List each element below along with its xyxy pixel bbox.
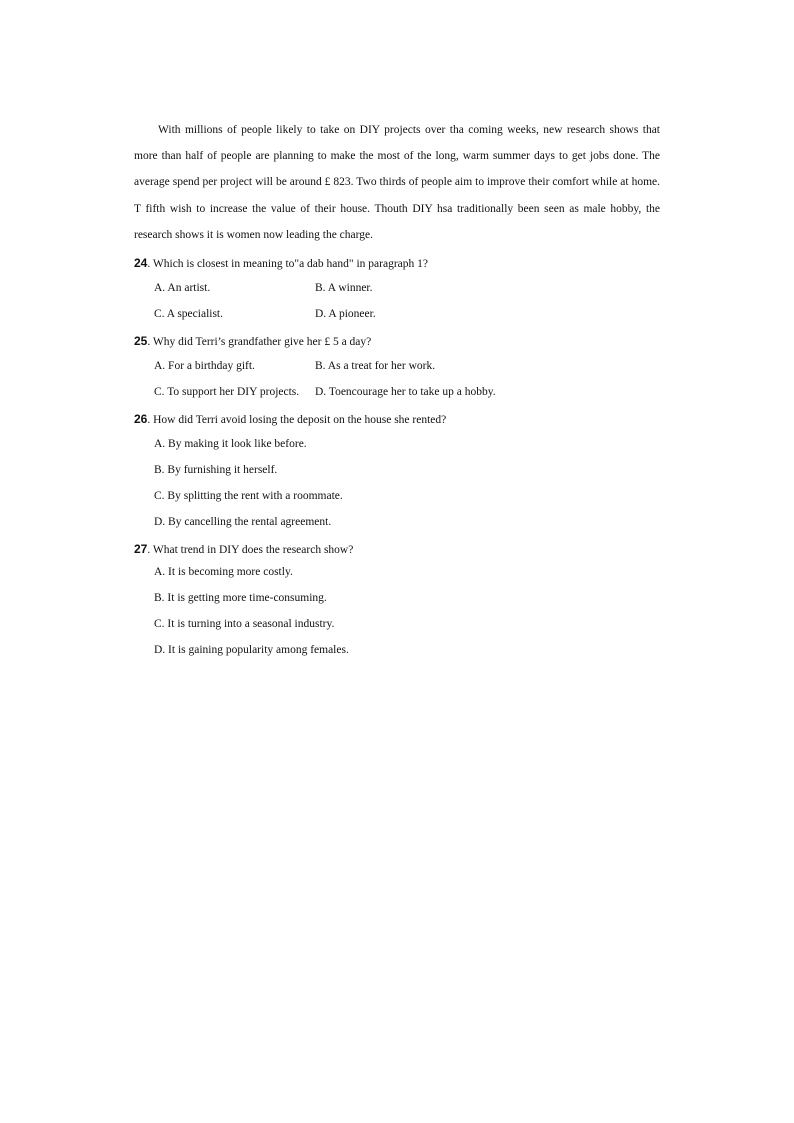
option-a: A. An artist. — [154, 282, 211, 294]
option-a: A. It is becoming more costly. — [154, 566, 293, 578]
option-d: D. It is gaining popularity among females. — [154, 644, 349, 656]
option-b: B. It is getting more time-consuming. — [154, 592, 327, 604]
option-c: C. By splitting the rent with a roommate. — [154, 490, 343, 502]
question-number: 25 — [134, 334, 148, 348]
question-text: . Which is closest in meaning to"a dab hand" in paragraph 1? — [147, 258, 428, 270]
question-number: 24 — [134, 256, 148, 270]
question-26 — [134, 412, 446, 426]
question-24 — [134, 256, 428, 270]
option-b: B. As a treat for her work. — [315, 360, 436, 372]
question-text: . What trend in DIY does the research show? — [147, 544, 354, 556]
option-c: C. A specialist. — [154, 308, 223, 320]
option-a: A. By making it look like before. — [154, 438, 307, 450]
option-b: B. By furnishing it herself. — [154, 464, 278, 476]
question-text: . Why did Terri’s grandfather give her £ 5 a day? — [147, 336, 372, 348]
question-number: 27 — [134, 542, 148, 556]
reading-passage: With millions of people likely to take on DIY projects over tha coming weeks, new research shows that more than half of people are planning to make the most of the long, warm summer days to get jobs done. The average spend per project will be around £ 823. Two thirds of people aim to improve their comfort while at home. T fifth wish to increase the value of their house. Thouth DIY hsa traditionally been seen as male hobby, the research shows it is women now leading the charge. — [134, 124, 660, 241]
option-b: B. A winner. — [315, 282, 373, 294]
option-d: D. Toencourage her to take up a hobby. — [315, 386, 496, 398]
question-number: 26 — [134, 412, 148, 426]
question-25 — [134, 334, 371, 348]
option-d: D. By cancelling the rental agreement. — [154, 516, 332, 528]
option-d: D. A pioneer. — [315, 308, 376, 320]
option-a: A. For a birthday gift. — [154, 360, 255, 372]
question-text: . How did Terri avoid losing the deposit on the house she rented? — [147, 414, 447, 426]
option-c: C. It is turning into a seasonal industry. — [154, 618, 335, 630]
option-c: C. To support her DIY projects. — [154, 386, 300, 398]
question-27 — [134, 542, 353, 556]
